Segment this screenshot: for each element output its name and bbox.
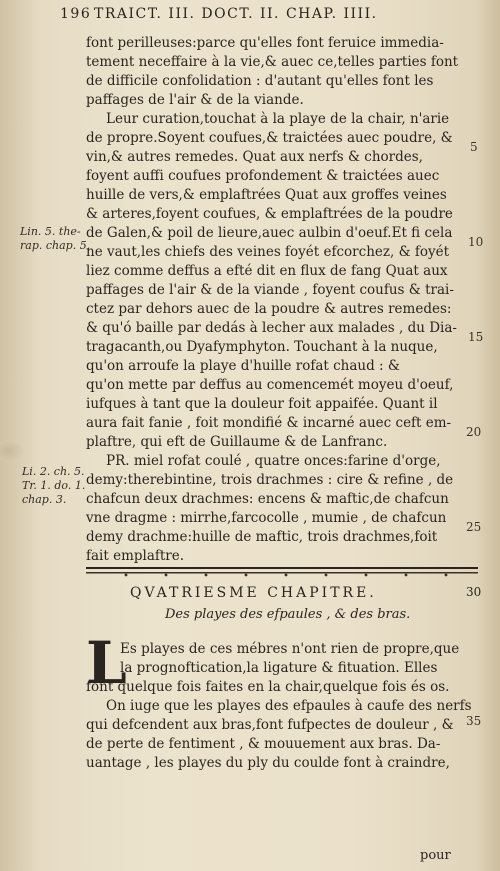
text-line: & arteres,foyent coufues, & emplaftrées de la poudre xyxy=(86,206,453,222)
running-title: TRAICT. III. DOCT. II. CHAP. IIII. xyxy=(94,6,378,22)
text-line: On iuge que les playes des efpaules à caufe des nerfs xyxy=(106,698,472,714)
margin-note: Li. 2. ch. 5. xyxy=(22,465,85,478)
text-line: de perte de fentiment , & mouuement aux bras. Da- xyxy=(86,736,441,752)
margin-note: chap. 3. xyxy=(22,493,67,506)
text-line: qu'on arroufe la playe d'huille rofat chaud : & xyxy=(86,358,400,374)
text-line: de propre.Soyent coufues,& traictées auec poudre, & xyxy=(86,130,453,146)
text-line: font quelque fois faites en la chair,quelque fois és os. xyxy=(86,679,450,695)
text-line: chafcun deux drachmes: encens & maftic,de chafcun xyxy=(86,491,449,507)
text-line: de Galen,& poil de lieure,auec aulbin d'oeuf.Et fi cela xyxy=(86,225,453,241)
text-line: de difficile confolidation : d'autant qu'elles font les xyxy=(86,73,434,89)
chapter-subheading: Des playes des efpaules , & des bras. xyxy=(165,607,411,622)
page-stain xyxy=(0,440,24,462)
text-line: vin,& autres remedes. Quat aux nerfs & chordes, xyxy=(86,149,423,165)
line-number: 5 xyxy=(470,140,478,154)
text-line: demy drachme:huille de maftic, trois drachmes,foit xyxy=(86,529,438,545)
text-line: ctez par dehors auec de la poudre & autres remedes: xyxy=(86,301,452,317)
text-line: aura fait fanie , foit mondifié & incarné auec ceft em- xyxy=(86,415,452,431)
line-number: 10 xyxy=(468,235,484,249)
text-line: ne vaut,les chiefs des veines foyét efcorchez, & foyét xyxy=(86,244,450,260)
page-number: 196 xyxy=(60,6,92,22)
text-line: & qu'ó baille par dedás à lecher aux malades , du Dia- xyxy=(86,320,457,336)
text-line: Leur curation,touchat à la playe de la chair, n'arie xyxy=(106,111,450,127)
text-line: uantage , les playes du ply du coulde font à craindre, xyxy=(86,755,450,771)
catchword: pour xyxy=(420,848,451,863)
text-line: plaftre, qui eft de Guillaume & de Lanfranc. xyxy=(86,434,388,450)
text-line: qu'on mette par deffus au comencemét moyeu d'oeuf, xyxy=(86,377,454,393)
text-line: Es playes de ces mébres n'ont rien de propre,que xyxy=(120,641,460,657)
text-line: font perilleuses:parce qu'elles font feruice immedia- xyxy=(86,35,444,51)
text-line: paffages de l'air & de la viande. xyxy=(86,92,304,108)
running-header xyxy=(60,6,480,28)
text-line: foyent auffi coufues profondement & traictées auec xyxy=(86,168,440,184)
text-line: huille de vers,& emplaftrées Quat aux groffes veines xyxy=(86,187,447,203)
text-line: demy:therebintine, trois drachmes : cire & refine , de xyxy=(86,472,454,488)
text-line: tragacanth,ou Dyafymphyton. Touchant à la nuque, xyxy=(86,339,438,355)
drop-cap: L xyxy=(86,629,127,697)
margin-note: Tr. 1. do. 1. xyxy=(22,479,86,492)
line-number: 35 xyxy=(466,714,482,728)
ornament-band xyxy=(86,570,478,578)
text-line: PR. miel rofat coulé , quatre onces:farine d'orge, xyxy=(106,453,441,469)
text-line: tement neceffaire à la vie,& auec ce,telles parties font xyxy=(86,54,459,70)
line-number: 20 xyxy=(466,425,482,439)
text-line: iufques à tant que la douleur foit appaifée. Quant il xyxy=(86,396,438,412)
text-line: paffages de l'air & de la viande , foyent coufus & trai- xyxy=(86,282,454,298)
line-number: 30 xyxy=(466,585,482,599)
text-line: vne dragme : mirrhe,farcocolle , mumie , de chafcun xyxy=(86,510,447,526)
text-line: fait emplaftre. xyxy=(86,548,185,564)
text-line: la prognoftication,la ligature & fituation. Elles xyxy=(120,660,438,676)
text-line: qui defcendent aux bras,font fufpectes de douleur , & xyxy=(86,717,454,733)
text-line: liez comme deffus a efté dit en flux de fang Quat aux xyxy=(86,263,448,279)
margin-note: rap. chap. 5. xyxy=(20,239,91,252)
line-number: 25 xyxy=(466,520,482,534)
chapter-heading: QVATRIESME CHAPITRE. xyxy=(130,585,377,601)
line-number: 15 xyxy=(468,330,484,344)
margin-note: Lin. 5. the- xyxy=(20,225,81,238)
